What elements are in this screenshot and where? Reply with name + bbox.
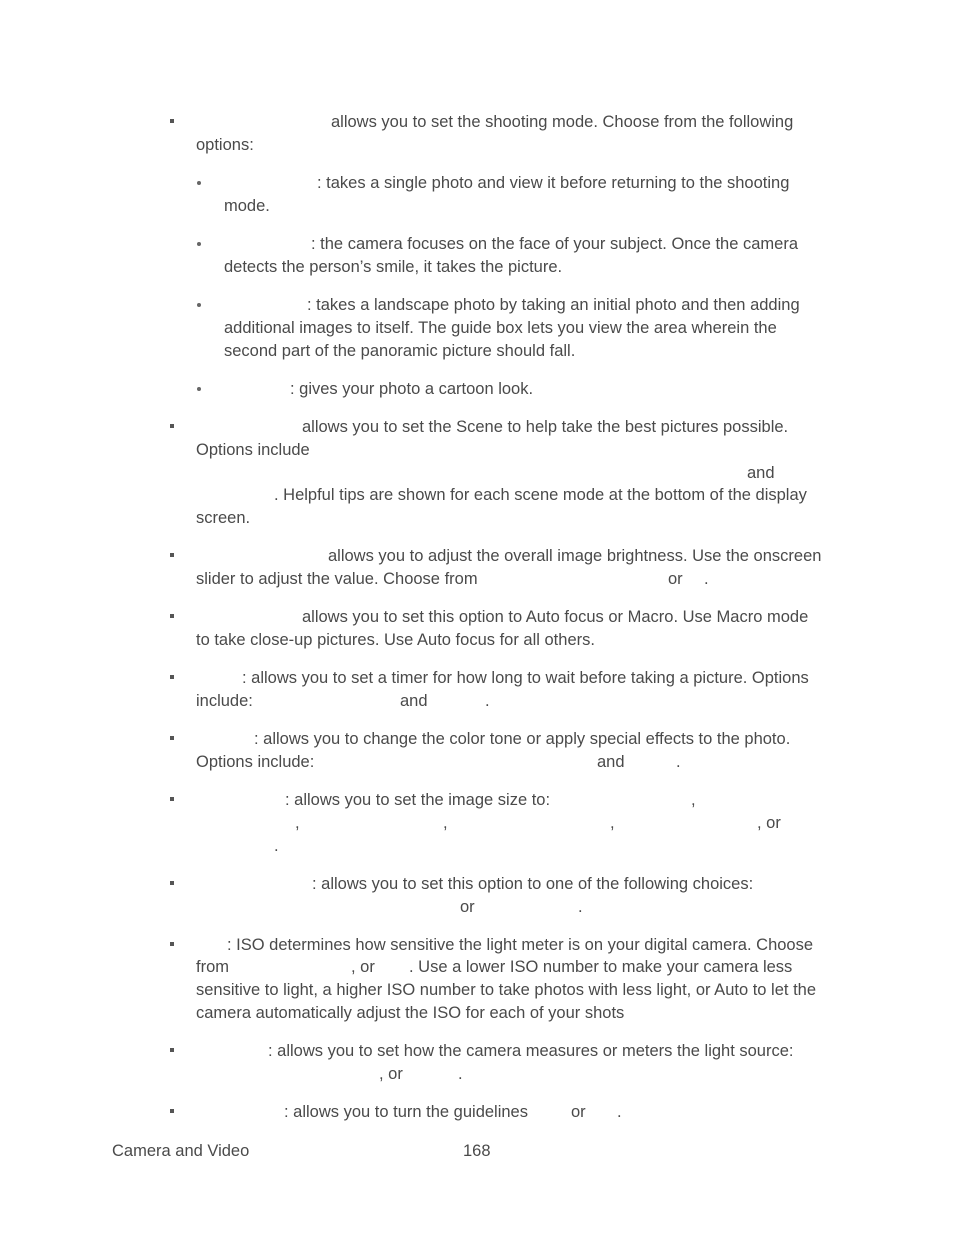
text-line: or	[571, 1103, 586, 1121]
text-line: ,	[295, 814, 300, 832]
text-line: ,	[610, 814, 615, 832]
square-bullet	[170, 1109, 174, 1113]
text-line: allows you to set the Scene to help take the best pictures possible.	[302, 418, 789, 436]
text-line: : allows you to set this option to one of the following choices:	[312, 875, 754, 893]
text-line: or	[460, 898, 475, 916]
text-line: and	[747, 464, 775, 482]
square-bullet	[170, 736, 174, 740]
text-line: .	[458, 1065, 463, 1083]
text-line: second part of the panoramic picture should fall.	[224, 342, 576, 360]
round-bullet	[197, 181, 201, 185]
text-line: .	[485, 692, 490, 710]
text-line: Options include:	[196, 753, 315, 771]
text-line: , or	[379, 1065, 403, 1083]
square-bullet	[170, 881, 174, 885]
text-line: allows you to set this option to Auto focus or Macro. Use Macro mode	[302, 608, 809, 626]
text-line: options:	[196, 136, 254, 154]
square-bullet	[170, 675, 174, 679]
text-line: screen.	[196, 509, 251, 527]
text-line: : allows you to set the image size to:	[285, 791, 551, 809]
text-line: . Use a lower ISO number to make your camera less	[409, 958, 793, 976]
text-line: allows you to adjust the overall image brightness. Use the onscreen	[328, 547, 822, 565]
text-line: .	[676, 753, 681, 771]
square-bullet	[170, 1048, 174, 1052]
footer-section-title: Camera and Video	[112, 1142, 250, 1160]
text-line: slider to adjust the value. Choose from	[196, 570, 478, 588]
text-line: : allows you to turn the guidelines	[284, 1103, 528, 1121]
round-bullet	[197, 303, 201, 307]
text-line: .	[617, 1103, 622, 1121]
text-line: .	[704, 570, 709, 588]
text-line: : takes a landscape photo by taking an initial photo and then adding	[307, 296, 800, 314]
text-line: or	[668, 570, 683, 588]
text-line: additional images to itself. The guide box lets you view the area wherein the	[224, 319, 777, 337]
text-line: to take close-up pictures. Use Auto focus for all others.	[196, 631, 595, 649]
text-line: from	[196, 958, 229, 976]
text-line: : allows you to set a timer for how long to wait before taking a picture. Options	[242, 669, 809, 687]
square-bullet	[170, 119, 174, 123]
text-line: .	[274, 837, 279, 855]
text-line: ,	[443, 814, 448, 832]
text-line: . Helpful tips are shown for each scene mode at the bottom of the display	[274, 486, 807, 504]
text-line: mode.	[224, 197, 270, 215]
square-bullet	[170, 614, 174, 618]
square-bullet	[170, 797, 174, 801]
square-bullet	[170, 942, 174, 946]
text-line: : takes a single photo and view it before returning to the shooting	[317, 174, 790, 192]
square-bullet	[170, 553, 174, 557]
text-line: : the camera focuses on the face of your subject. Once the camera	[311, 235, 799, 253]
round-bullet	[197, 387, 201, 391]
text-line: .	[578, 898, 583, 916]
text-line: detects the person’s smile, it takes the picture.	[224, 258, 563, 276]
page-number: 168	[463, 1142, 491, 1160]
square-bullet	[170, 424, 174, 428]
round-bullet	[197, 242, 201, 246]
text-line: , or	[757, 814, 781, 832]
text-line: ,	[691, 791, 696, 809]
text-line: : ISO determines how sensitive the light meter is on your digital camera. Choose	[227, 936, 814, 954]
text-line: and	[597, 753, 625, 771]
text-line: : gives your photo a cartoon look.	[290, 380, 534, 398]
text-line: , or	[351, 958, 375, 976]
text-line: allows you to set the shooting mode. Choose from the following	[331, 113, 794, 131]
text-line: sensitive to light, a higher ISO number to take photos with less light, or Auto to let the	[196, 981, 817, 999]
text-line: Options include	[196, 441, 310, 459]
text-line: camera automatically adjust the ISO for each of your shots	[196, 1004, 625, 1022]
text-line: : allows you to set how the camera measures or meters the light source:	[268, 1042, 794, 1060]
text-line: include:	[196, 692, 253, 710]
text-line: and	[400, 692, 428, 710]
text-line: : allows you to change the color tone or apply special effects to the photo.	[254, 730, 791, 748]
